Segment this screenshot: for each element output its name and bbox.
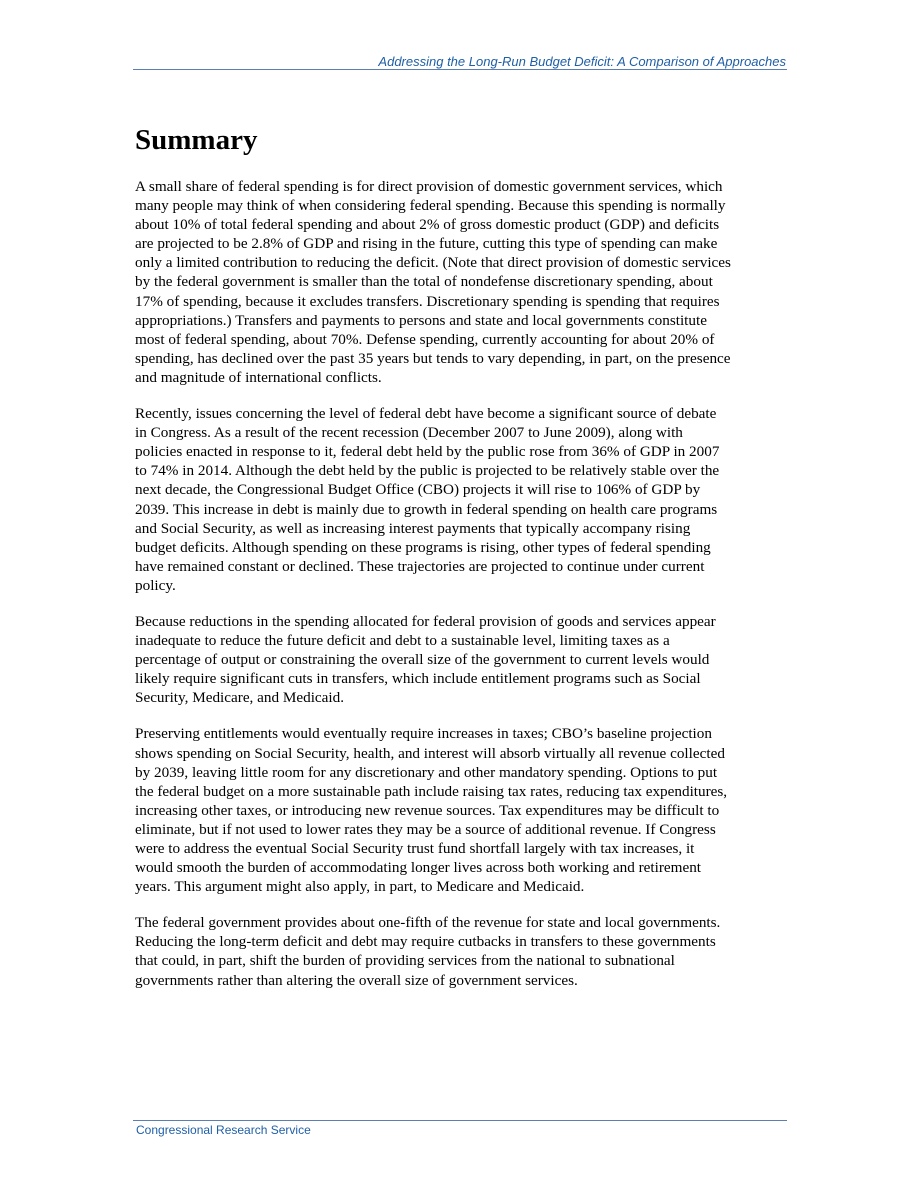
text-line: eliminate, but if not used to lower rates they may be a source of additional revenue. If Congress: [135, 820, 716, 838]
text-line: by 2039, leaving little room for any discretionary and other mandatory spending. Options to put: [135, 763, 718, 781]
text-line: most of federal spending, about 70%. Defense spending, currently accounting for about 20% of: [135, 330, 715, 348]
text-line: 2039. This increase in debt is mainly due to growth in federal spending on health care programs: [135, 500, 718, 518]
paragraph: [135, 404, 790, 595]
text-line: by the federal government is smaller than the total of nondefense discretionary spending, about: [135, 273, 713, 291]
text-line: Preserving entitlements would eventually require increases in taxes; CBO’s baseline projection: [135, 725, 712, 743]
body-text: [135, 177, 790, 1007]
text-line: the federal budget on a more sustainable path include raising tax rates, reducing tax expenditures,: [135, 782, 728, 800]
text-line: only a limited contribution to reducing the deficit. (Note that direct provision of domestic services: [135, 254, 731, 272]
text-line: spending, has declined over the past 35 years but tends to vary depending, in part, on the presence: [135, 349, 731, 367]
text-line: are projected to be 2.8% of GDP and rising in the future, cutting this type of spending can make: [135, 235, 718, 253]
running-header: Addressing the Long-Run Budget Deficit: A Comparison of Approaches: [378, 54, 786, 69]
text-line: in Congress. As a result of the recent recession (December 2007 to June 2009), along with: [135, 424, 683, 442]
text-line: budget deficits. Although spending on these programs is rising, other types of federal spending: [135, 538, 711, 556]
text-line: The federal government provides about one-fifth of the revenue for state and local governments.: [135, 914, 721, 932]
text-line: likely require significant cuts in transfers, which include entitlement programs such as Social: [135, 670, 701, 688]
paragraph: [135, 612, 790, 707]
text-line: and magnitude of international conflicts.: [135, 368, 382, 386]
text-line: and Social Security, as well as increasing interest payments that typically accompany rising: [135, 519, 691, 537]
text-line: Because reductions in the spending allocated for federal provision of goods and services appear: [135, 612, 716, 630]
text-line: about 10% of total federal spending and about 2% of gross domestic product (GDP) and deficits: [135, 216, 720, 234]
text-line: years. This argument might also apply, in part, to Medicare and Medicaid.: [135, 878, 585, 896]
text-line: Reducing the long-term deficit and debt may require cutbacks in transfers to these governments: [135, 933, 716, 951]
text-line: many people may think of when considering federal spending. Because this spending is normally: [135, 197, 726, 215]
text-line: 17% of spending, because it excludes transfers. Discretionary spending is spending that requires: [135, 292, 720, 310]
header-rule: [133, 69, 787, 70]
text-line: next decade, the Congressional Budget Office (CBO) projects it will rise to 106% of GDP by: [135, 481, 701, 499]
text-line: have remained constant or declined. These trajectories are projected to continue under current: [135, 557, 705, 575]
footer-publisher: Congressional Research Service: [136, 1123, 311, 1137]
text-line: Recently, issues concerning the level of federal debt have become a significant source of debate: [135, 405, 717, 423]
section-title: Summary: [135, 124, 258, 156]
text-line: were to address the eventual Social Security trust fund shortfall largely with tax increases, it: [135, 840, 695, 857]
text-line: policies enacted in response to it, federal debt held by the public rose from 36% of GDP in 2007: [135, 443, 720, 461]
text-line: shows spending on Social Security, health, and interest will absorb virtually all revenue collected: [135, 744, 725, 762]
paragraph: [135, 177, 790, 387]
text-line: increasing other taxes, or introducing new revenue sources. Tax expenditures may be difficult to: [135, 801, 720, 819]
footer-rule: [133, 1120, 787, 1121]
paragraph: [135, 724, 790, 896]
text-line: inadequate to reduce the future deficit and debt to a sustainable level, limiting taxes as a: [135, 632, 670, 650]
text-line: would smooth the burden of accommodating longer lives across both working and retirement: [135, 859, 702, 877]
text-line: policy.: [135, 576, 176, 594]
paragraph: [135, 913, 790, 989]
text-line: A small share of federal spending is for direct provision of domestic government services, which: [135, 178, 723, 195]
text-line: governments rather than altering the overall size of government services.: [135, 971, 578, 989]
text-line: to 74% in 2014. Although the debt held by the public is projected to be relatively stable over the: [135, 462, 720, 480]
text-line: appropriations.) Transfers and payments to persons and state and local governments constitute: [135, 311, 707, 329]
text-line: Security, Medicare, and Medicaid.: [135, 689, 345, 707]
text-line: that could, in part, shift the burden of providing services from the national to subnational: [135, 952, 675, 970]
text-line: percentage of output or constraining the overall size of the government to current levels would: [135, 651, 710, 669]
